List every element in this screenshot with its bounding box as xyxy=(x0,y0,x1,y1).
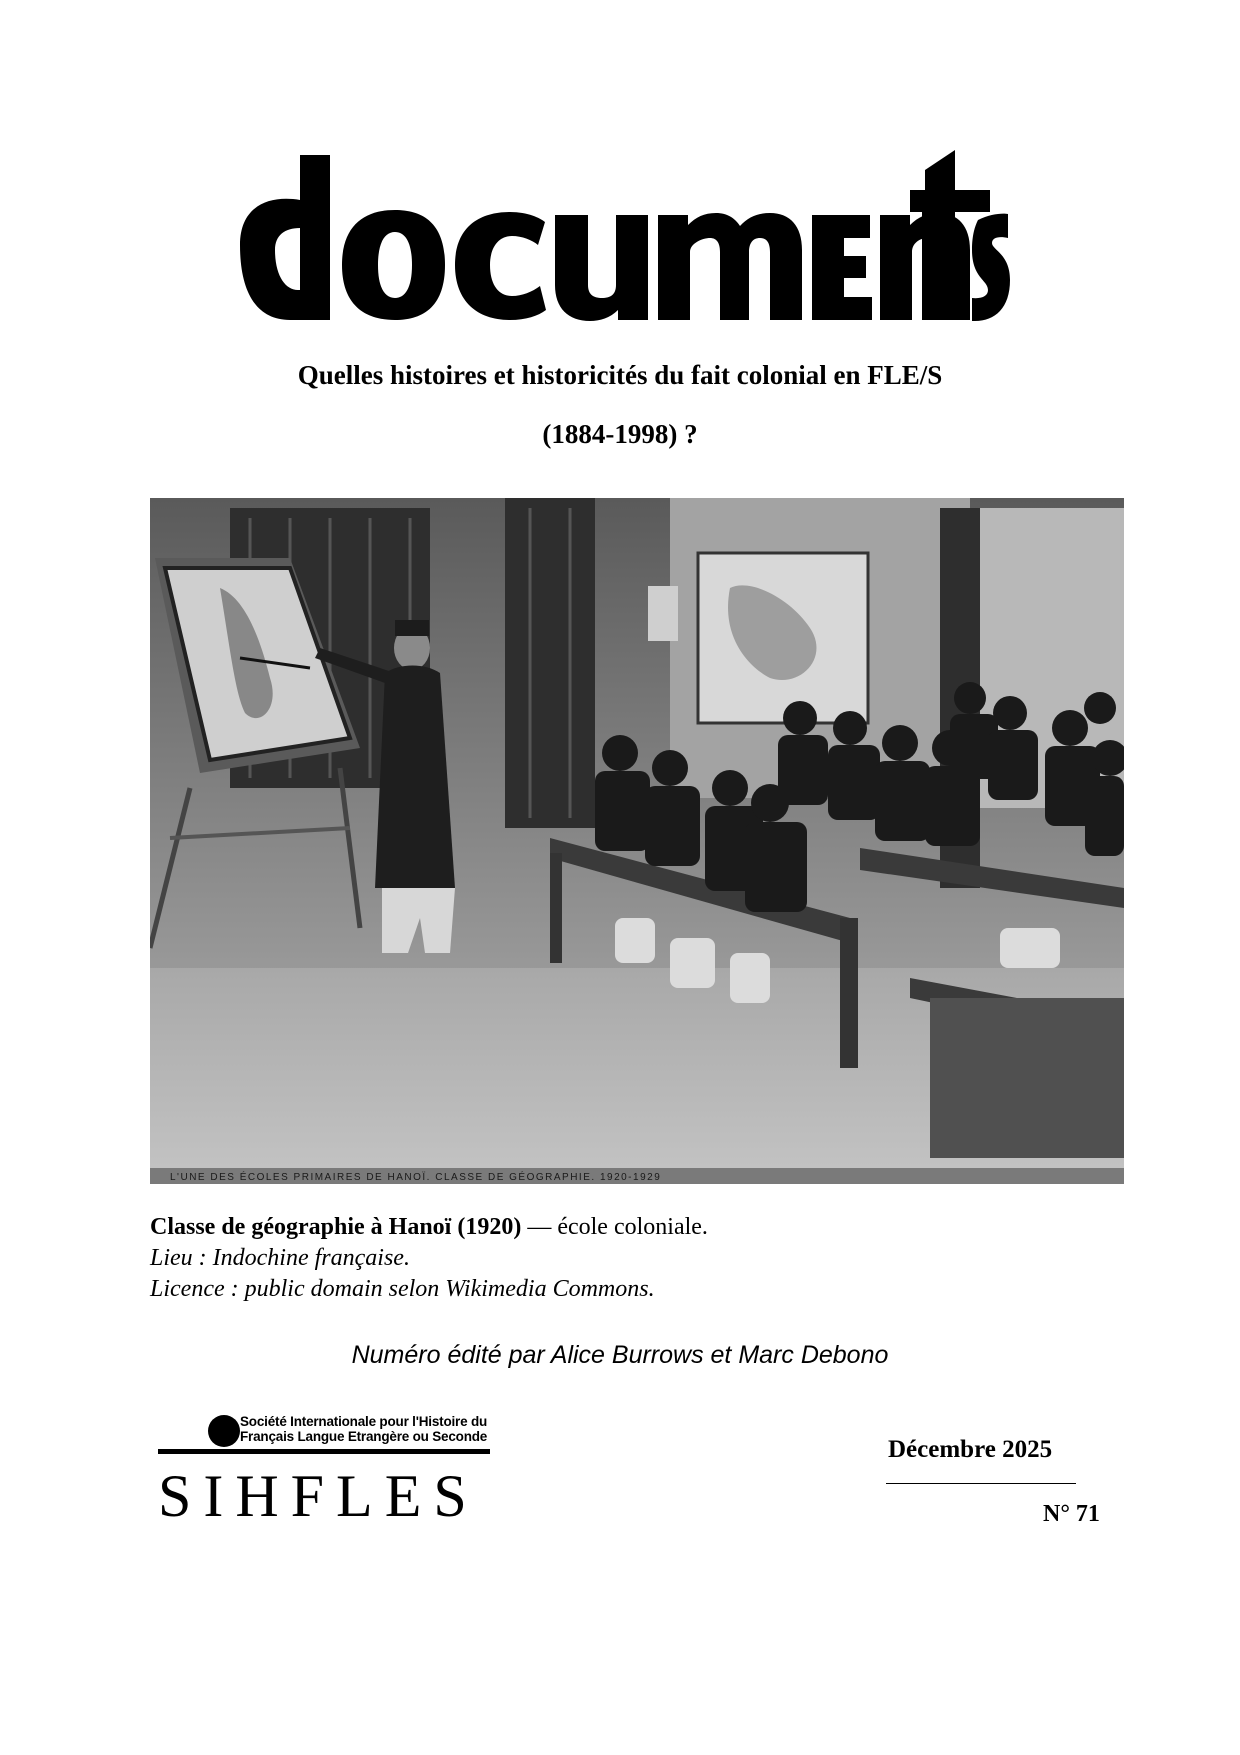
issue-number: N° 71 xyxy=(1043,1501,1100,1527)
logo-org-line-1: Société Internationale pour l'Histoire du xyxy=(240,1414,488,1429)
logo-dot-icon xyxy=(208,1415,240,1447)
masthead-logo xyxy=(230,150,1010,325)
caption-line-1 xyxy=(150,1212,708,1243)
sihfles-logo xyxy=(158,1410,498,1530)
caption-title-suffix: — école coloniale. xyxy=(521,1214,708,1240)
classroom-photo xyxy=(150,498,1124,1184)
logo-bar xyxy=(158,1449,490,1454)
issue-divider xyxy=(886,1483,1076,1484)
subtitle-line-1: Quelles histoires et historicités du fait colonial en FLE/S xyxy=(297,360,943,390)
logo-acronym: SIHFLES xyxy=(158,1463,479,1529)
caption-title: Classe de géographie à Hanoï (1920) xyxy=(150,1214,522,1240)
masthead-wordmark xyxy=(230,150,1010,325)
editors-line: Numéro édité par Alice Burrows et Marc Debono xyxy=(351,1341,889,1369)
subtitle-line-2: (1884-1998) ? xyxy=(542,419,698,449)
caption-license: Licence : public domain selon Wikimedia Commons. xyxy=(150,1276,655,1302)
logo-org-line-2: Français Langue Etrangère ou Seconde xyxy=(240,1429,488,1444)
cover-photo xyxy=(150,498,1124,1184)
photo-caption xyxy=(150,1212,708,1305)
issue-date: Décembre 2025 xyxy=(888,1436,1053,1463)
caption-place: Lieu : Indochine française. xyxy=(150,1245,410,1271)
photo-embedded-caption: L'UNE DES ÉCOLES PRIMAIRES DE HANOÏ. CLASSE DE GÉOGRAPHIE. 1920-1929 xyxy=(170,1172,662,1183)
logo-org-name xyxy=(240,1414,500,1444)
